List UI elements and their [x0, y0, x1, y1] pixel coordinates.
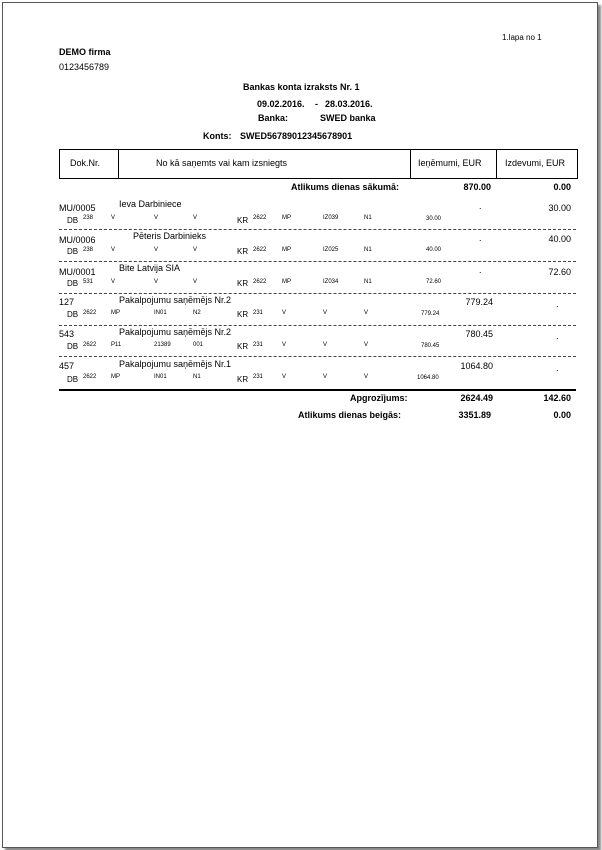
row-3-kr2: MP: [282, 279, 291, 285]
company-name: DEMO firma: [59, 47, 111, 57]
date-separator: -: [315, 99, 318, 109]
row-1-expense: 30.00: [548, 203, 571, 213]
row-2-db2: V: [111, 247, 116, 253]
header-counterparty: No kā saņemts vai kam izsniegts: [156, 158, 288, 168]
row-4-kr4: V: [364, 310, 369, 316]
date-from: 09.02.2016.: [257, 99, 305, 109]
row-2-kr2: MP: [282, 247, 291, 253]
totals-separator: [59, 389, 576, 391]
row-5-amount: 780.45: [421, 343, 440, 349]
account-label: Konts:: [203, 131, 232, 141]
row-6-db2: MP: [111, 374, 120, 380]
header-income: Ieņēmumi, EUR: [418, 158, 482, 168]
row-1-db2: V: [111, 215, 116, 221]
row-1-doc: MU/0005: [59, 203, 96, 213]
turnover-label: Apgrozījums:: [350, 393, 408, 403]
row-separator: [59, 293, 576, 294]
row-3-db: DB: [67, 279, 79, 288]
bank-name: SWED banka: [320, 113, 376, 123]
date-to: 28.03.2016.: [325, 99, 373, 109]
row-5-db1: 2622: [83, 342, 97, 348]
closing-balance-label: Atlikums dienas beigās:: [298, 410, 402, 420]
row-2-kr3: IZ025: [323, 247, 339, 253]
row-2-doc: MU/0006: [59, 235, 96, 245]
row-4-kr1: 231: [253, 310, 264, 316]
row-4-db3: IN01: [154, 310, 167, 316]
row-4-db4: N2: [193, 310, 201, 316]
header-expense: Izdevumi, EUR: [505, 158, 566, 168]
row-3-doc: MU/0001: [59, 267, 96, 277]
opening-balance-expense: 0.00: [553, 182, 571, 192]
row-separator: [59, 229, 576, 230]
row-1-name: Ieva Darbiniece: [119, 199, 182, 209]
row-6-kr1: 231: [253, 374, 264, 380]
bank-label: Banka:: [258, 113, 289, 123]
row-2-db3: V: [154, 247, 159, 253]
row-5-income: 780.45: [465, 329, 493, 339]
row-2-db4: V: [193, 247, 198, 253]
row-4-name: Pakalpojumu saņēmējs Nr.2: [119, 295, 232, 305]
row-6-income: 1064.80: [460, 361, 493, 371]
row-3-db3: V: [154, 279, 159, 285]
row-2-amount: 40.00: [426, 247, 442, 253]
row-5-db3: 21389: [154, 342, 171, 348]
row-1-kr2: MP: [282, 215, 291, 221]
row-3-income: .: [479, 265, 482, 275]
row-3-kr4: N1: [364, 279, 372, 285]
row-4-kr2: V: [282, 310, 287, 316]
row-1-kr4: N1: [364, 215, 372, 221]
row-6-db4: N1: [193, 374, 201, 380]
row-3-kr3: IZ034: [323, 279, 339, 285]
row-5-kr: KR: [237, 342, 249, 351]
opening-balance-income: 870.00: [463, 182, 491, 192]
row-6-kr2: V: [282, 374, 287, 380]
row-6-name: Pakalpojumu saņēmējs Nr.1: [119, 359, 232, 369]
opening-balance-label: Atlikums dienas sākumā:: [291, 182, 400, 192]
row-5-kr4: V: [364, 342, 369, 348]
row-2-kr: KR: [237, 247, 249, 256]
row-3-kr: KR: [237, 279, 249, 288]
row-1-db1: 238: [83, 215, 94, 221]
row-1-income: .: [479, 201, 482, 211]
row-4-kr3: V: [323, 310, 328, 316]
row-3-name: Bite Latvija SIA: [119, 263, 181, 273]
row-6-amount: 1064.80: [417, 375, 439, 381]
row-2-kr1: 2622: [253, 247, 267, 253]
row-4-kr: KR: [237, 310, 249, 319]
row-3-db2: V: [111, 279, 116, 285]
row-5-expense: .: [556, 331, 559, 341]
row-1-kr1: 2622: [253, 215, 267, 221]
row-4-db2: MP: [111, 310, 120, 316]
row-3-expense: 72.60: [548, 267, 571, 277]
row-separator: [59, 325, 576, 326]
row-4-income: 779.24: [465, 297, 493, 307]
page-number: 1.lapa no 1: [502, 33, 542, 42]
row-6-kr4: V: [364, 374, 369, 380]
closing-balance-income: 3351.89: [458, 410, 491, 420]
row-6-db: DB: [67, 375, 79, 384]
statement-title: Bankas konta izraksts Nr. 1: [243, 82, 360, 92]
row-6-kr: KR: [237, 375, 249, 384]
row-3-kr1: 2622: [253, 279, 267, 285]
turnover-income: 2624.49: [460, 393, 493, 403]
row-5-name: Pakalpojumu saņēmējs Nr.2: [119, 327, 232, 337]
turnover-expense: 142.60: [543, 393, 571, 403]
row-2-kr4: N1: [364, 247, 372, 253]
row-5-db2: P11: [111, 342, 122, 348]
row-1-kr: KR: [237, 216, 249, 225]
row-1-amount: 30.00: [426, 216, 442, 222]
row-5-doc: 543: [59, 329, 75, 339]
row-5-kr3: V: [323, 342, 328, 348]
row-6-kr3: V: [323, 374, 328, 380]
closing-balance-expense: 0.00: [553, 410, 571, 420]
row-1-db4: V: [193, 215, 198, 221]
row-5-kr1: 231: [253, 342, 264, 348]
row-separator: [59, 261, 576, 262]
row-3-db4: V: [193, 279, 198, 285]
row-5-db4: 001: [193, 342, 204, 348]
row-1-db: DB: [67, 216, 79, 225]
table-header: [59, 149, 578, 179]
row-4-amount: 779.24: [421, 311, 440, 317]
row-5-kr2: V: [282, 342, 287, 348]
row-2-db: DB: [67, 247, 79, 256]
row-4-db1: 2622: [83, 310, 97, 316]
row-2-expense: 40.00: [548, 234, 571, 244]
company-code: 0123456789: [59, 62, 110, 72]
row-5-db: DB: [67, 342, 79, 351]
row-1-db3: V: [154, 215, 159, 221]
account-number: SWED56789012345678901: [240, 131, 353, 141]
row-3-db1: 531: [83, 279, 94, 285]
row-6-doc: 457: [59, 361, 75, 371]
row-2-db1: 238: [83, 247, 94, 253]
row-1-kr3: IZ039: [323, 215, 339, 221]
row-6-expense: .: [556, 363, 559, 373]
header-doc-nr: Dok.Nr.: [70, 158, 101, 168]
row-3-amount: 72.60: [426, 279, 442, 285]
row-4-doc: 127: [59, 297, 75, 307]
row-2-name: Pēteris Darbinieks: [133, 231, 207, 241]
row-6-db3: IN01: [154, 374, 167, 380]
row-6-db1: 2622: [83, 374, 97, 380]
report-page: [2, 2, 598, 848]
row-4-expense: .: [556, 299, 559, 309]
row-separator: [59, 356, 576, 357]
row-4-db: DB: [67, 310, 79, 319]
row-2-income: .: [479, 233, 482, 243]
